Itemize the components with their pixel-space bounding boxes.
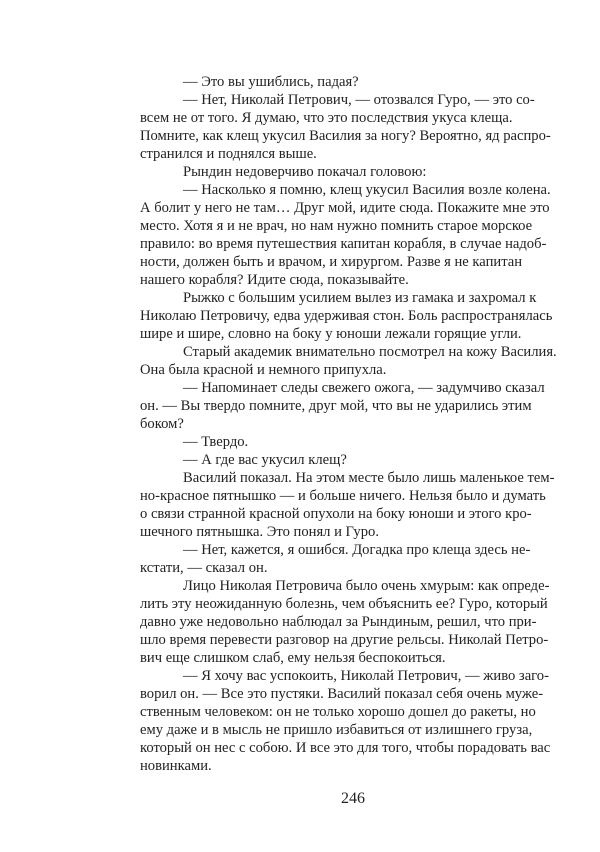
paragraph	[140, 667, 551, 775]
text-line: Николаю Петровичу, едва удерживая стон. Боль распространялась	[140, 308, 553, 324]
paragraph	[140, 577, 550, 667]
paragraph	[140, 343, 557, 379]
paragraph	[140, 433, 463, 451]
text-line: — Нет, кажется, я ошибся. Догадка про клеща здесь не-	[183, 542, 531, 558]
paragraph	[140, 181, 551, 289]
text-line: Она была красной и немного припухла.	[140, 362, 387, 378]
paragraph	[140, 379, 545, 433]
text-line: — А где вас укусил клещ?	[183, 452, 347, 468]
text-line: Рындин недоверчиво покачал головою:	[183, 164, 427, 180]
text-line: правило: во время путешествия капитан корабля, в случае надоб-	[140, 236, 547, 252]
paragraph	[140, 289, 553, 343]
text-line: нашего корабля? Идите сюда, показывайте.	[140, 272, 409, 288]
text-line: место. Хотя я и не врач, но нам нужно помнить старое морское	[140, 218, 533, 234]
text-line: ему даже и в мысль не пришло избавиться от излишнего груза,	[140, 722, 533, 738]
text-line: лить эту неожиданную болезнь, чем объяснить ее? Гуро, который	[140, 596, 548, 612]
text-line: Лицо Николая Петровича было очень хмурым: как опреде-	[183, 578, 550, 594]
text-line: давно уже недовольно наблюдал за Рындиным, решил, что при-	[140, 614, 537, 630]
text-line: вич еще слишком слаб, ему нельзя беспокоиться.	[140, 650, 446, 666]
text-line: новинками.	[140, 758, 212, 774]
text-line: всем не от того. Я думаю, что это последствия укуса клеща.	[140, 110, 513, 126]
paragraph	[140, 451, 463, 469]
text-line: боком?	[140, 416, 184, 432]
text-line: А болит у него не там… Друг мой, идите сюда. Покажите мне это	[140, 200, 550, 216]
text-line: шире и шире, словно на боку у юноши лежали горящие угли.	[140, 326, 522, 342]
paragraph	[140, 469, 555, 541]
text-line: ности, должен быть и врачом, и хирургом. Разве я не капитан	[140, 254, 523, 270]
paragraph	[140, 163, 463, 181]
text-line: Рыжко с большим усилием вылез из гамака и захромал к	[183, 290, 537, 306]
text-line: который он нес с собою. И все это для того, чтобы порадовать вас	[140, 740, 551, 756]
text-line: шло время перевести разговор на другие рельсы. Николай Петро-	[140, 632, 549, 648]
text-line: Старый академик внимательно посмотрел на кожу Василия.	[183, 344, 557, 360]
text-line: — Это вы ушиблись, падая?	[183, 74, 359, 90]
text-line: ственным человеком: он не только хорошо дошел до ракеты, но	[140, 704, 536, 720]
text-line: — Нет, Николай Петрович, — отозвался Гуро, — это со-	[183, 92, 535, 108]
paragraph	[140, 541, 531, 577]
text-line: ворил он. — Все это пустяки. Василий показал себя очень муже-	[140, 686, 544, 702]
text-line: Помните, как клещ укусил Василия за ногу? Вероятно, яд распро-	[140, 128, 551, 144]
text-line: — Насколько я помню, клещ укусил Василия возле колена.	[183, 182, 551, 198]
text-line: он. — Вы твердо помните, друг мой, что вы не ударились этим	[140, 398, 532, 414]
text-line: о связи странной красной опухоли на боку юноши и этого кро-	[140, 506, 532, 522]
text-line: — Твердо.	[183, 434, 249, 450]
text-line: — Напоминает следы свежего ожога, — задумчиво сказал	[183, 380, 545, 396]
paragraph	[140, 91, 551, 163]
text-line: — Я хочу вас успокоить, Николай Петрович, — живо заго-	[183, 668, 549, 684]
text-line: Василий показал. На этом месте было лишь маленькое тем-	[183, 470, 555, 486]
text-line: но-красное пятнышко — и больше ничего. Нельзя было и думать	[140, 488, 546, 504]
text-line: кстати, — сказал он.	[140, 560, 268, 576]
page-number: 246	[341, 790, 365, 807]
text-line: шечного пятнышка. Это понял и Гуро.	[140, 524, 379, 540]
paragraph	[140, 73, 463, 91]
text-line: странился и поднялся выше.	[140, 146, 317, 162]
page-body	[140, 73, 557, 775]
